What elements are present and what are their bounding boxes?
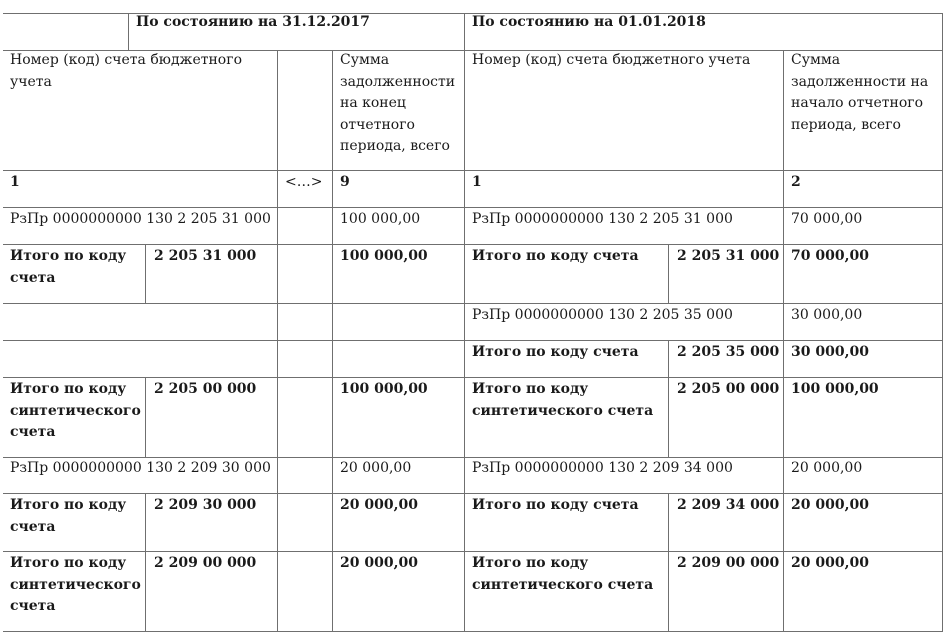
synthetic-total-code-left: 2 209 00 000 (154, 555, 257, 571)
sum-left: 100 000,00 (340, 211, 421, 227)
synthetic-total-label-left: Итого по коду синтетического счета (10, 555, 141, 614)
sum-right: 20 000,00 (791, 460, 863, 476)
total-code-left: 2 209 30 000 (154, 497, 257, 513)
right-account-column-header: Номер (код) счета бюджетного учета (472, 52, 751, 68)
table-rule (3, 631, 943, 632)
table-rule (3, 303, 943, 304)
total-code-right: 2 205 31 000 (677, 248, 780, 264)
synthetic-total-code-right: 2 205 00 000 (677, 381, 780, 397)
sum-left: 20 000,00 (340, 555, 418, 571)
left-account-column-header: Номер (код) счета бюджетного учета (10, 52, 242, 90)
total-label-right: Итого по коду счета (472, 344, 639, 360)
total-code-right: 2 205 35 000 (677, 344, 780, 360)
table-rule (942, 13, 943, 632)
sum-right: 30 000,00 (791, 307, 863, 323)
synthetic-total-code-right: 2 209 00 000 (677, 555, 780, 571)
table-rule (3, 207, 943, 208)
left-sum-column-header: Сумма задолженности на конец отчетного периода, всего (340, 52, 456, 154)
synthetic-total-label-right: Итого по коду синтетического счета (472, 555, 654, 593)
column-number-gap: <…> (285, 174, 323, 190)
table-rule (145, 244, 146, 304)
table-rule (3, 377, 943, 378)
total-code-left: 2 205 31 000 (154, 248, 257, 264)
sum-right: 70 000,00 (791, 248, 869, 264)
synthetic-total-label-right: Итого по коду синтетического счета (472, 381, 654, 419)
table-rule (128, 13, 129, 51)
detail-account-left: РзПр 0000000000 130 2 205 31 000 (10, 211, 271, 227)
sum-left: 20 000,00 (340, 497, 418, 513)
total-code-right: 2 209 34 000 (677, 497, 780, 513)
detail-account-left: РзПр 0000000000 130 2 209 30 000 (10, 460, 271, 476)
table-rule (668, 244, 669, 304)
right-state-heading: По состоянию на 01.01.2018 (472, 14, 706, 30)
column-number: 1 (10, 174, 20, 190)
table-rule (668, 340, 669, 458)
table-rule (277, 50, 278, 632)
table-rule (3, 493, 943, 494)
total-label-left: Итого по коду счета (10, 248, 127, 286)
total-label-left: Итого по коду счета (10, 497, 127, 535)
sum-left: 20 000,00 (340, 460, 412, 476)
detail-account-right: РзПр 0000000000 130 2 205 31 000 (472, 211, 733, 227)
sum-right: 20 000,00 (791, 497, 869, 513)
total-label-right: Итого по коду счета (472, 497, 639, 513)
sum-right: 100 000,00 (791, 381, 879, 397)
table-rule (3, 170, 943, 171)
table-rule (145, 493, 146, 632)
sum-right: 70 000,00 (791, 211, 863, 227)
right-sum-column-header: Сумма задолженности на начало отчетного периода, всего (791, 52, 929, 133)
sum-left: 100 000,00 (340, 381, 428, 397)
column-number: 9 (340, 174, 350, 190)
total-label-right: Итого по коду счета (472, 248, 639, 264)
table-rule (464, 13, 465, 632)
left-state-heading: По состоянию на 31.12.2017 (136, 14, 370, 30)
column-number: 2 (791, 174, 801, 190)
table-rule (783, 50, 784, 632)
table-rule (145, 377, 146, 458)
column-number: 1 (472, 174, 482, 190)
synthetic-total-code-left: 2 205 00 000 (154, 381, 257, 397)
table-rule (332, 50, 333, 632)
detail-account-right: РзПр 0000000000 130 2 209 34 000 (472, 460, 733, 476)
sum-right: 20 000,00 (791, 555, 869, 571)
table-rule (3, 244, 943, 245)
table-rule (3, 340, 943, 341)
table-rule (3, 551, 943, 552)
sum-left: 100 000,00 (340, 248, 428, 264)
detail-account-right: РзПр 0000000000 130 2 205 35 000 (472, 307, 733, 323)
table-rule (668, 493, 669, 632)
synthetic-total-label-left: Итого по коду синтетического счета (10, 381, 141, 440)
sum-right: 30 000,00 (791, 344, 869, 360)
